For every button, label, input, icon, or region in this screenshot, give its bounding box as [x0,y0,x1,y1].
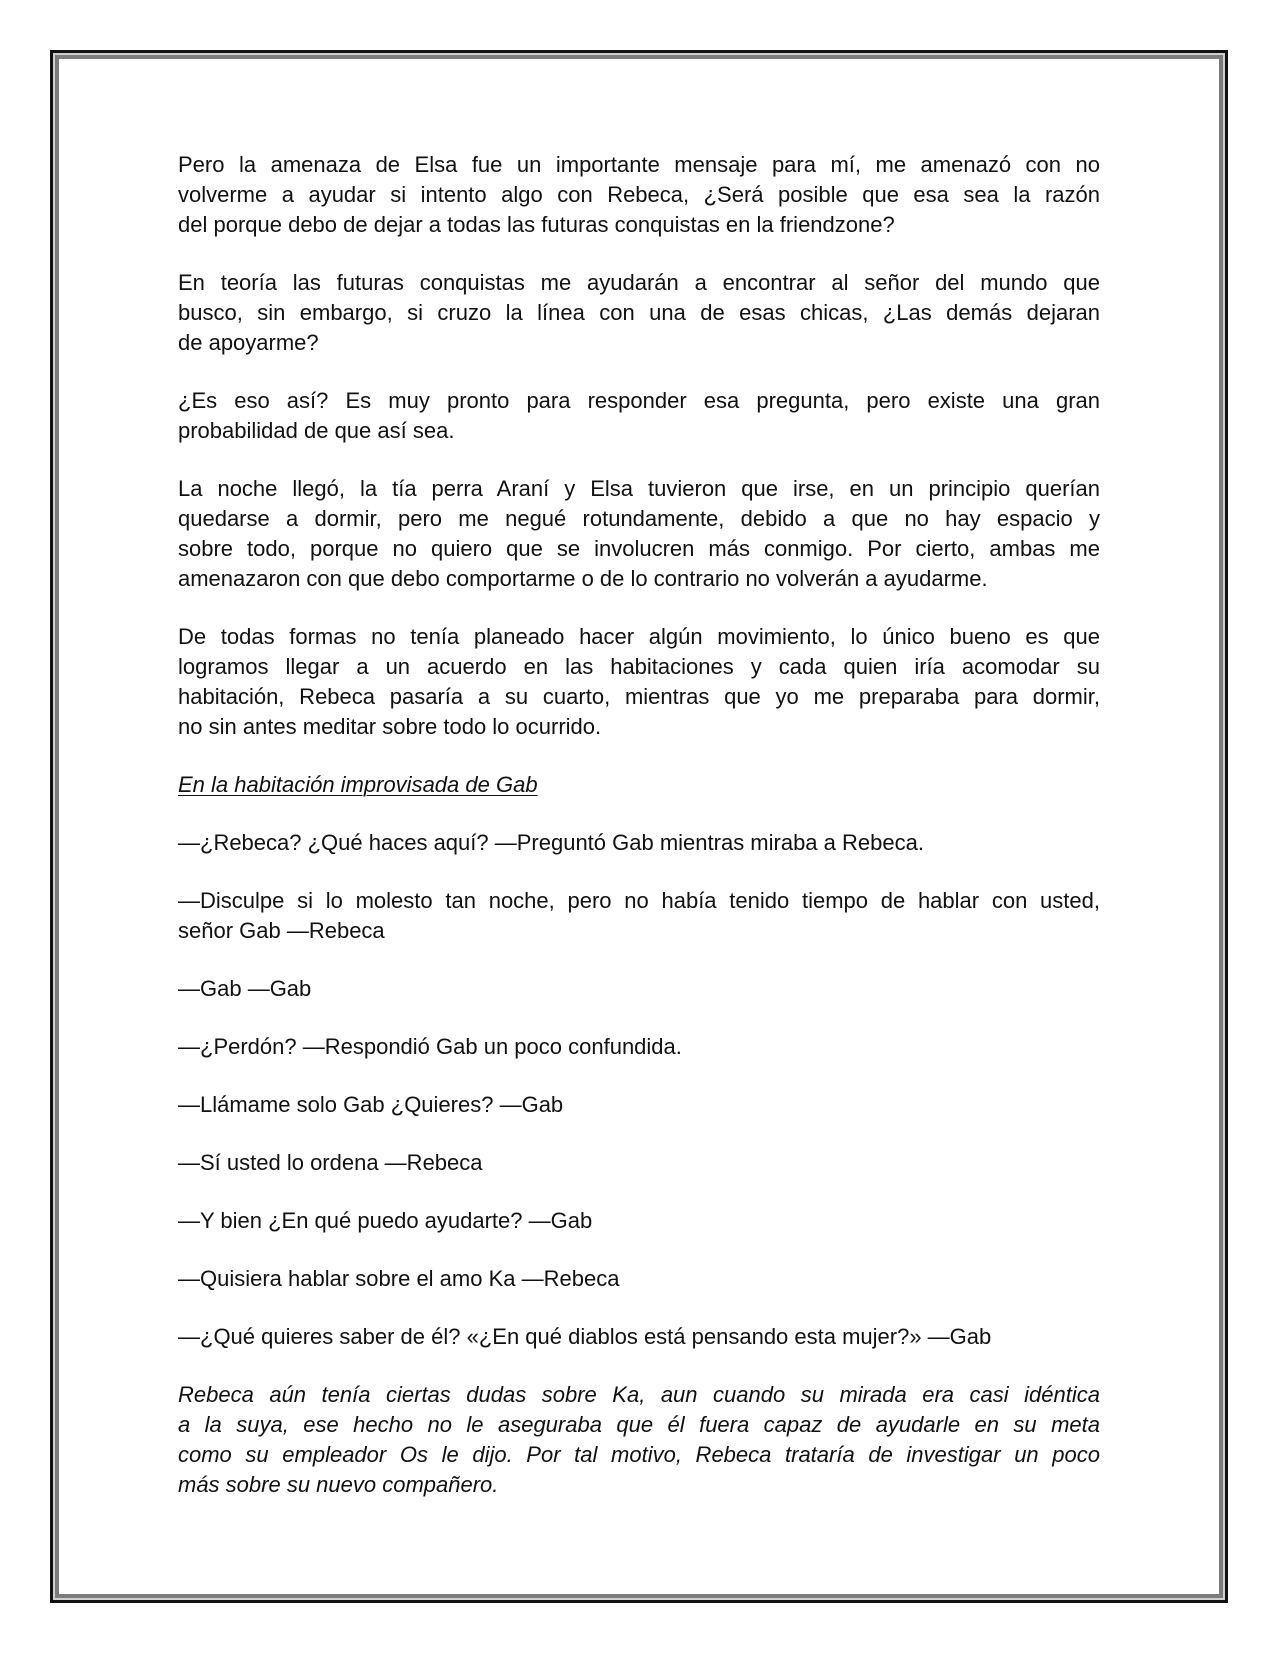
text-line: —¿Perdón? —Respondió Gab un poco confundida. [178,1034,682,1059]
text-line: Rebeca aún tenía ciertas dudas sobre Ka, aun cuando su mirada era casi idéntica [178,1382,1100,1407]
text-line: Pero la amenaza de Elsa fue un importante mensaje para mí, me amenazó con no [178,152,1100,177]
text-line: señor Gab —Rebeca [178,918,385,943]
text-line: habitación, Rebeca pasaría a su cuarto, mientras que yo me preparaba para dormir, [178,684,1100,709]
paragraph [178,268,1100,358]
section-heading-paragraph [178,770,1100,800]
text-line: sobre todo, porque no quiero que se involucren más conmigo. Por cierto, ambas me [178,536,1100,561]
text-line: —Llámame solo Gab ¿Quieres? —Gab [178,1092,564,1117]
text-line: de apoyarme? [178,330,319,355]
text-line: —Disculpe si lo molesto tan noche, pero no había tenido tiempo de hablar con usted, [178,888,1100,913]
paragraph [178,622,1100,742]
dialogue-line [178,1264,1100,1294]
text-line: del porque debo de dejar a todas las futuras conquistas en la friendzone? [178,212,895,237]
section-heading: En la habitación improvisada de Gab [178,772,538,797]
text-line: —Quisiera hablar sobre el amo Ka —Rebeca [178,1266,620,1291]
text-line: En teoría las futuras conquistas me ayudarán a encontrar al señor del mundo que [178,270,1100,295]
text-line: amenazaron con que debo comportarme o de lo contrario no volverán a ayudarme. [178,566,988,591]
text-line: volverme a ayudar si intento algo con Rebeca, ¿Será posible que esa sea la razón [178,182,1100,207]
text-line: más sobre su nuevo compañero. [178,1472,499,1497]
dialogue-line [178,1322,1100,1352]
text-line: a la suya, ese hecho no le aseguraba que él fuera capaz de ayudarle en su meta [178,1412,1100,1437]
text-line: logramos llegar a un acuerdo en las habitaciones y cada quien iría acomodar su [178,654,1100,679]
document-body [178,150,1100,1528]
section-heading-line [178,770,1100,800]
dialogue-line [178,974,1100,1004]
text-line: —Sí usted lo ordena —Rebeca [178,1150,483,1175]
text-line: —¿Rebeca? ¿Qué haces aquí? —Preguntó Gab mientras miraba a Rebeca. [178,830,924,855]
dialogue-line [178,1206,1100,1236]
text-line: como su empleador Os le dijo. Por tal motivo, Rebeca trataría de investigar un poco [178,1442,1100,1467]
dialogue-line [178,1090,1100,1120]
text-line: no sin antes meditar sobre todo lo ocurrido. [178,714,602,739]
narration-italic-paragraph [178,1380,1100,1500]
text-line: quedarse a dormir, pero me negué rotundamente, debido a que no hay espacio y [178,506,1100,531]
dialogue-line [178,828,1100,858]
dialogue-line [178,886,1100,946]
dialogue-line [178,1148,1100,1178]
paragraph [178,150,1100,240]
text-line: —Y bien ¿En qué puedo ayudarte? —Gab [178,1208,593,1233]
text-line: ¿Es eso así? Es muy pronto para responder esa pregunta, pero existe una gran [178,388,1100,413]
paragraph [178,386,1100,446]
paragraph [178,474,1100,594]
text-line: —¿Qué quieres saber de él? «¿En qué diablos está pensando esta mujer?» —Gab [178,1324,992,1349]
dialogue-line [178,1032,1100,1062]
text-line: —Gab —Gab [178,976,312,1001]
text-line: La noche llegó, la tía perra Araní y Elsa tuvieron que irse, en un principio querían [178,476,1100,501]
text-line: busco, sin embargo, si cruzo la línea con una de esas chicas, ¿Las demás dejaran [178,300,1100,325]
text-line: probabilidad de que así sea. [178,418,455,443]
text-line: De todas formas no tenía planeado hacer algún movimiento, lo único bueno es que [178,624,1100,649]
